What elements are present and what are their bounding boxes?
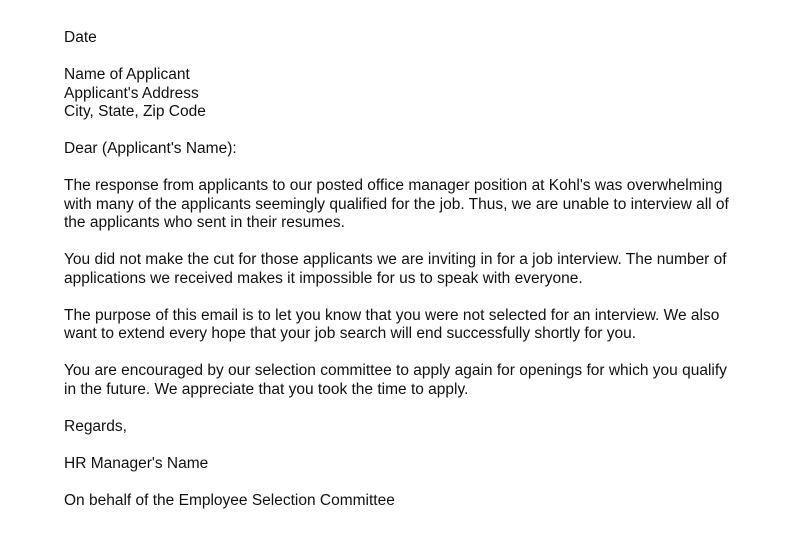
date-block <box>64 29 754 48</box>
paragraph-line: The response from applicants to our posted office manager position at Kohl's was overwhelming <box>64 177 723 194</box>
signer-name: HR Manager's Name <box>64 454 209 472</box>
recipient-city-state-zip: City, State, Zip Code <box>64 103 206 120</box>
paragraph-line: You did not make the cut for those applicants we are inviting in for a job interview. The number of <box>64 251 727 268</box>
salutation: Dear (Applicant's Name): <box>64 140 237 157</box>
body-paragraph-4 <box>64 362 754 399</box>
salutation-block <box>64 140 754 159</box>
recipient-address-block <box>64 66 754 122</box>
closing: Regards, <box>64 417 127 435</box>
paragraph-line: the applicants who sent in their resumes. <box>64 214 345 231</box>
date-line: Date <box>64 29 97 46</box>
paragraph-line: You are encouraged by our selection committee to apply again for openings for which you qualify <box>64 362 727 379</box>
on-behalf-line: On behalf of the Employee Selection Committee <box>64 491 395 509</box>
closing-block <box>64 418 754 437</box>
paragraph-line: want to extend every hope that your job search will end successfully shortly for you. <box>64 325 637 342</box>
paragraph-line: The purpose of this email is to let you know that you were not selected for an interview. We also <box>64 306 720 324</box>
paragraph-line: with many of the applicants seemingly qualified for the job. Thus, we are unable to interview all of <box>64 195 729 213</box>
body-paragraph-3 <box>64 307 754 344</box>
on-behalf-block <box>64 492 754 511</box>
recipient-name: Name of Applicant <box>64 66 190 83</box>
signer-block <box>64 455 754 474</box>
body-paragraph-1 <box>64 177 754 233</box>
paragraph-line: in the future. We appreciate that you took the time to apply. <box>64 380 469 398</box>
paragraph-line: applications we received makes it impossible for us to speak with everyone. <box>64 269 583 287</box>
body-paragraph-2 <box>64 251 754 288</box>
recipient-address: Applicant's Address <box>64 84 199 102</box>
rejection-letter <box>64 29 754 529</box>
